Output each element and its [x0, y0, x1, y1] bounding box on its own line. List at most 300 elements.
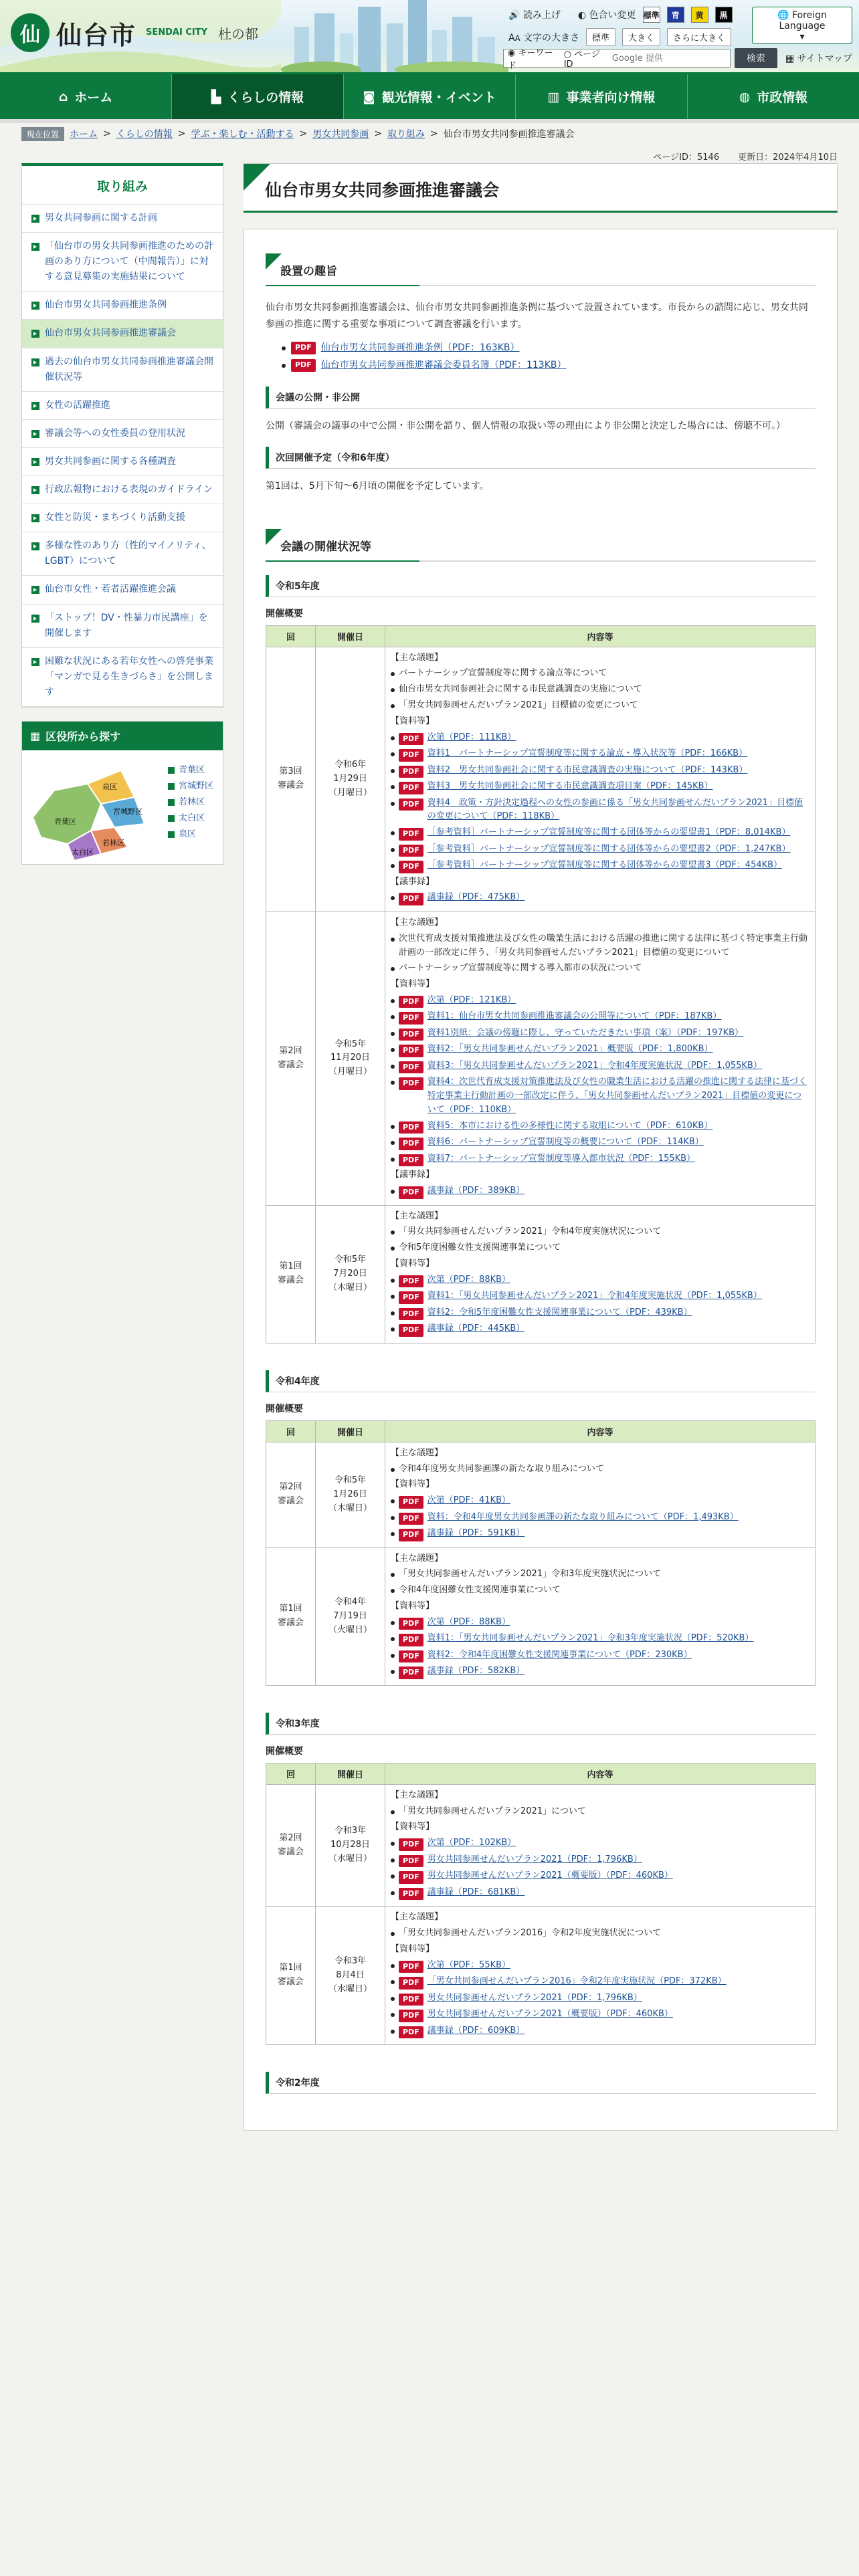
- pageid-radio-label: ページID: [563, 49, 600, 70]
- sidebar-item[interactable]: [22, 392, 223, 420]
- pdf-link[interactable]: ［参考資料］パートナーシップ宣誓制度等に関する団体等からの要望書3（PDF：454KB）: [427, 860, 783, 871]
- list-item: [391, 932, 809, 960]
- meeting-content: [385, 1442, 816, 1547]
- bullet-icon: [391, 831, 395, 835]
- ward-link-label: 太白区: [178, 813, 205, 824]
- breadcrumb-separator: >: [299, 128, 308, 139]
- sitemap-link[interactable]: [785, 51, 852, 65]
- pdf-icon: PDF: [399, 798, 423, 811]
- pdf-link[interactable]: 「男女共同参画せんだいプラン2016」令和2年度実施状況（PDF：372KB）: [427, 1976, 727, 1987]
- pdf-link[interactable]: 議事録（PDF：609KB）: [427, 2025, 525, 2036]
- bullet-icon: [391, 1670, 395, 1674]
- topics-label: 【主な議題】: [391, 1447, 444, 1458]
- col-round-header: 回: [266, 625, 316, 647]
- content-list: [391, 1836, 809, 1900]
- sidebar: [21, 163, 223, 2131]
- bullet-icon: [391, 802, 395, 806]
- bullet-icon: [391, 1810, 395, 1814]
- sidebar-item-label: 多様な性のあり方（性的マイノリティ、LGBT）について: [45, 540, 211, 567]
- nav-citygov[interactable]: [688, 74, 859, 119]
- bullet-icon: [391, 752, 395, 756]
- content-list: [391, 994, 809, 1166]
- list-item: [391, 1584, 809, 1598]
- pdf-link-item: [282, 340, 816, 357]
- content-list: [391, 1494, 809, 1541]
- sidebar-item[interactable]: [22, 348, 223, 392]
- pdf-icon: PDF: [399, 845, 423, 857]
- pdf-link[interactable]: 資料2 男女共同参画社会に関する市民意識調査の実施について（PDF：143KB）: [427, 764, 748, 775]
- pdf-icon: PDF: [399, 1650, 423, 1663]
- nav-tourism-label: 観光情報・イベント: [381, 90, 496, 105]
- topics-label: 【主な議題】: [391, 1553, 444, 1564]
- search-input[interactable]: [612, 53, 726, 64]
- meeting-content: [385, 1784, 816, 1906]
- list-item: [391, 1043, 809, 1057]
- bullet-icon: [391, 967, 395, 971]
- sidebar-item[interactable]: [22, 205, 223, 233]
- meeting-round: 第1回 審議会: [266, 1205, 316, 1343]
- fiscal-year-heading: 令和3年度: [266, 1713, 816, 1735]
- table-row: [266, 647, 816, 911]
- meeting-content: [385, 1907, 816, 2045]
- pdf-icon: PDF: [399, 1045, 423, 1057]
- pdf-link[interactable]: 男女共同参画せんだいプラン2021（PDF：1,796KB）: [427, 1992, 642, 2003]
- table-row: [266, 1907, 816, 2045]
- list-item: [391, 1511, 809, 1525]
- arrow-right-icon: [31, 302, 39, 310]
- meeting-date: 令和5年 7月20日 （木曜日）: [316, 1205, 385, 1343]
- bullet-icon: [391, 1621, 395, 1625]
- page-title: 仙台市男女共同参画推進審議会: [265, 181, 500, 200]
- list-item: [391, 1648, 809, 1663]
- materials-label: 【資料等】: [391, 1822, 435, 1832]
- list-item: [391, 1886, 809, 1901]
- arrow-right-icon: [31, 243, 39, 251]
- sidebar-item-label: 仙台市男女共同参画推進審議会: [45, 328, 176, 339]
- list-item: [391, 962, 809, 976]
- search-box: [503, 48, 731, 71]
- pdf-link[interactable]: 次第（PDF：102KB）: [427, 1838, 516, 1848]
- meeting-date: 令和3年 8月4日 （水曜日）: [316, 1907, 385, 2045]
- sidebar-item-label: 仙台市男女共同参画推進条例: [45, 300, 167, 311]
- pdf-icon: PDF: [399, 1977, 423, 1990]
- list-item: [391, 731, 809, 746]
- arrow-right-icon: [31, 486, 39, 494]
- breadcrumb-link[interactable]: 学ぶ・楽しむ・活動する: [191, 129, 294, 140]
- bullet-icon: [391, 1654, 395, 1658]
- breadcrumb-separator: >: [103, 128, 111, 139]
- topic-text: 「男女共同参画せんだいプラン2021」令和4年度実施状況について: [399, 1226, 662, 1237]
- list-item: [391, 747, 809, 762]
- bullet-icon: [391, 1516, 395, 1520]
- pdf-link-item: [282, 357, 816, 374]
- minutes-label: 【議事録】: [391, 1170, 435, 1180]
- overview-label: 開催概要: [266, 1403, 303, 1414]
- ward-link[interactable]: [168, 794, 213, 811]
- pdf-link[interactable]: 資料1：仙台市男女共同参画推進審議会の公開等について（PDF：187KB）: [427, 1011, 722, 1022]
- pdf-link[interactable]: 資料5：本市における性の多様性に関する取組について（PDF：610KB）: [427, 1120, 713, 1131]
- ward-search-title: [22, 722, 223, 750]
- content-list: [391, 1805, 809, 1819]
- arrow-right-icon: [31, 615, 39, 623]
- pdf-link[interactable]: 次第（PDF：88KB）: [427, 1274, 511, 1285]
- globe-icon: ◍: [739, 89, 751, 104]
- ward-map-illustration: [27, 750, 161, 864]
- pdf-icon: PDF: [399, 1275, 423, 1288]
- bullet-square-icon: [168, 767, 175, 774]
- bullet-icon: [391, 1637, 395, 1641]
- font-large-button[interactable]: 大きく: [622, 28, 660, 46]
- color-change-label: ◐ 色合い変更: [577, 10, 636, 21]
- search-button[interactable]: 検索: [735, 48, 777, 68]
- color-standard-button[interactable]: 標準: [643, 7, 660, 23]
- site-logo[interactable]: [11, 13, 258, 52]
- sidebar-item[interactable]: [22, 504, 223, 532]
- meeting-round: 第3回 審議会: [266, 647, 316, 911]
- bullet-square-icon: [168, 799, 175, 806]
- font-size-label: AA 文字の大きさ: [508, 32, 580, 43]
- topic-text: 令和4年度男女共同参画課の新たな取り組みについて: [399, 1463, 605, 1474]
- sidebar-item[interactable]: [22, 476, 223, 504]
- meeting-content: [385, 911, 816, 1205]
- pdf-link[interactable]: 議事録（PDF：389KB）: [427, 1186, 525, 1196]
- nav-living[interactable]: [172, 74, 344, 119]
- pdf-link[interactable]: 資料1別紙：会議の傍聴に際し、守っていただきたい事項（案）（PDF：197KB）: [427, 1027, 744, 1038]
- pdf-link[interactable]: 仙台市男女共同参画推進審議会委員名簿（PDF：113KB）: [320, 360, 567, 371]
- breadcrumb: [0, 119, 859, 144]
- bullet-icon: [391, 1230, 395, 1235]
- page-body: [21, 163, 838, 2131]
- bullet-icon: [282, 364, 286, 368]
- keyword-radio[interactable]: ◉ キーワード: [507, 48, 553, 71]
- pdf-icon: PDF: [399, 1634, 423, 1646]
- list-item: [391, 1136, 809, 1150]
- topic-text: 次世代育成支援対策推進法及び女性の職業生活における活躍の推進に関する法律に基づく特定事業主行動計画の一部改定に伴う、「男女共同参画せんだいプラン2021」目標値の変更について: [399, 933, 808, 958]
- pdf-link[interactable]: 資料2：「男女共同参画せんだいプラン2021」概要版（PDF：1,800KB）: [427, 1044, 713, 1055]
- pdf-icon: PDF: [399, 2010, 423, 2022]
- pdf-icon: PDF: [399, 1888, 423, 1901]
- nav-business[interactable]: [516, 74, 688, 119]
- list-item: [391, 1992, 809, 2006]
- pdf-link[interactable]: 男女共同参画せんだいプラン2021（概要版）（PDF：460KB）: [427, 1870, 673, 1881]
- pdf-link[interactable]: 男女共同参画せんだいプラン2021（PDF：1,796KB）: [427, 1854, 642, 1864]
- meeting-table: [266, 1420, 816, 1686]
- pdf-link[interactable]: 資料7：パートナーシップ宣誓制度等導入都市状況（PDF：155KB）: [427, 1153, 696, 1164]
- pdf-icon: PDF: [399, 1994, 423, 2006]
- house-icon: ▙: [211, 89, 221, 104]
- ward-link-label: 泉区: [178, 829, 196, 840]
- col-content-header: 内容等: [385, 1420, 816, 1442]
- sidebar-item[interactable]: [22, 233, 223, 292]
- breadcrumb-link[interactable]: ホーム: [70, 129, 98, 140]
- list-item: [391, 1616, 809, 1630]
- section-text: 第1回は、5月下旬～6月頃の開催を予定しています。: [266, 481, 489, 492]
- pdf-link[interactable]: 次第（PDF：121KB）: [427, 994, 516, 1005]
- arrow-right-icon: [31, 215, 39, 223]
- sidebar-item-label: 仙台市女性・若者活躍推進会議: [45, 584, 176, 595]
- section-heading: 会議の開催状況等: [266, 529, 816, 562]
- ward-link[interactable]: [168, 811, 213, 827]
- meeting-round: 第2回 審議会: [266, 911, 316, 1205]
- pdf-icon: PDF: [399, 1667, 423, 1679]
- arrow-right-icon: [31, 430, 39, 438]
- pdf-link[interactable]: ［参考資料］パートナーシップ宣誓制度等に関する団体等からの要望書2（PDF：1,247KB）: [427, 843, 791, 854]
- list-item: [391, 1273, 809, 1288]
- meeting-table: [266, 1763, 816, 2045]
- meeting-content: [385, 1205, 816, 1343]
- pdf-link[interactable]: 資料3 男女共同参画社会に関する市民意識調査項目案（PDF：145KB）: [427, 781, 713, 792]
- pdf-link[interactable]: 議事録（PDF：681KB）: [427, 1887, 525, 1897]
- sidebar-item-label: 過去の仙台市男女共同参画推進審議会開催状況等: [45, 356, 213, 383]
- pdf-icon: PDF: [399, 1618, 423, 1630]
- bullet-icon: [391, 2030, 395, 2034]
- nav-tourism[interactable]: [344, 74, 516, 119]
- topic-text: 「男女共同参画せんだいプラン2021」について: [399, 1806, 586, 1816]
- section-text: 公開（審議会の議事の中で公開・非公開を諮り、個人情報の取扱い等の理由により非公開と決定した場合には、傍聴不可。）: [266, 421, 785, 432]
- breadcrumb-current: 仙台市男女共同参画推進審議会: [443, 129, 575, 140]
- pdf-icon: PDF: [399, 861, 423, 873]
- bullet-icon: [391, 769, 395, 773]
- pdf-icon: PDF: [399, 1871, 423, 1884]
- pdf-icon: PDF: [399, 996, 423, 1008]
- bullet-icon: [391, 1295, 395, 1299]
- bullet-icon: [391, 896, 395, 900]
- font-standard-button[interactable]: 標準: [586, 28, 615, 46]
- col-content-header: 内容等: [385, 1763, 816, 1784]
- pdf-link[interactable]: 次第（PDF：88KB）: [427, 1616, 511, 1627]
- breadcrumb-link[interactable]: くらしの情報: [116, 129, 173, 140]
- arrow-right-icon: [31, 586, 39, 594]
- sidebar-list: [22, 205, 223, 707]
- list-item: [391, 1463, 809, 1477]
- arrow-right-icon: [31, 658, 39, 666]
- nav-home[interactable]: [0, 74, 172, 119]
- list-item: [391, 994, 809, 1008]
- meeting-date: 令和5年 1月26日 （木曜日）: [316, 1442, 385, 1547]
- list-item: [391, 1027, 809, 1041]
- pdf-icon: PDF: [399, 1186, 423, 1199]
- pdf-icon: PDF: [399, 782, 423, 794]
- pdf-link[interactable]: 議事録（PDF：445KB）: [427, 1323, 525, 1334]
- bullet-icon: [391, 1125, 395, 1129]
- bullet-icon: [391, 1468, 395, 1472]
- pdf-link[interactable]: 議事録（PDF：582KB）: [427, 1666, 525, 1677]
- read-aloud-label: 読み上げ: [522, 10, 561, 21]
- sidebar-item[interactable]: [22, 292, 223, 320]
- arrow-right-icon: [31, 514, 39, 522]
- bullet-icon: [391, 704, 395, 708]
- table-row: [266, 1442, 816, 1547]
- sidebar-item-label: 男女共同参画に関する計画: [45, 213, 157, 223]
- font-size-text: 文字の大きさ: [523, 32, 580, 43]
- pdf-icon: PDF: [399, 733, 423, 746]
- pdf-icon: PDF: [399, 1291, 423, 1304]
- pdf-link[interactable]: 次第（PDF：55KB）: [427, 1959, 511, 1970]
- sidebar-item-label: 女性と防災・まちづくり活動支援: [45, 512, 185, 524]
- pdf-link-list: [282, 340, 816, 374]
- pdf-icon: PDF: [399, 2026, 423, 2039]
- breadcrumb-separator: >: [430, 128, 438, 139]
- topics-label: 【主な議題】: [391, 1912, 444, 1923]
- list-item: [391, 1527, 809, 1541]
- color-blue-button[interactable]: 青: [667, 7, 684, 23]
- pdf-link[interactable]: 資料3：「男女共同参画せんだいプラン2021」令和4年度実施状況（PDF：1,055KB）: [427, 1060, 762, 1071]
- breadcrumb-separator: >: [177, 128, 186, 139]
- ward-map-label: 若林区: [102, 838, 124, 847]
- ward-link[interactable]: [168, 778, 213, 794]
- color-change-text: 色合い変更: [589, 10, 636, 21]
- list-item: [391, 1322, 809, 1337]
- sitemap-label: サイトマップ: [797, 53, 852, 64]
- pdf-link[interactable]: 資料6：パートナーシップ宣誓制度等の概要について（PDF：114KB）: [427, 1137, 704, 1148]
- materials-label: 【資料等】: [391, 1479, 435, 1490]
- bullet-icon: [391, 672, 395, 676]
- content-list: [391, 1273, 809, 1337]
- subsection-heading: 会議の公開・非公開: [266, 387, 816, 409]
- breadcrumb-link[interactable]: 取り組み: [387, 129, 425, 140]
- bullet-icon: [391, 999, 395, 1003]
- main-content: [244, 163, 838, 2131]
- list-item: [391, 683, 809, 697]
- bullet-square-icon: [168, 831, 175, 838]
- content-list: [391, 932, 809, 976]
- pdf-icon: PDF: [399, 1529, 423, 1541]
- col-content-header: 内容等: [385, 625, 816, 647]
- list-item: [391, 891, 809, 905]
- meeting-round: 第1回 審議会: [266, 1907, 316, 2045]
- pageid-radio[interactable]: ○ ページID: [563, 49, 600, 70]
- pdf-icon: PDF: [291, 359, 316, 372]
- sidebar-item[interactable]: [22, 532, 223, 576]
- list-item: [391, 1306, 809, 1321]
- col-date-header: 開催日: [316, 1763, 385, 1784]
- building-icon: ▥: [547, 89, 560, 104]
- pdf-link[interactable]: 仙台市男女共同参画推進条例（PDF：163KB）: [320, 342, 520, 354]
- bullet-icon: [391, 1499, 395, 1503]
- list-item: [391, 1805, 809, 1819]
- pdf-link[interactable]: 次第（PDF：111KB）: [427, 732, 516, 742]
- sidebar-item-label: 女性の活躍推進: [45, 399, 110, 411]
- topics-label: 【主な議題】: [391, 1210, 444, 1221]
- breadcrumb-link[interactable]: 男女共同参画: [312, 129, 369, 140]
- pdf-icon: PDF: [291, 342, 316, 354]
- pdf-link[interactable]: 資料4 政策・方針決定過程への女性の参画に係る「男女共同参画せんだいプラン2021」目標値の変更について（PDF：118KB）: [427, 797, 803, 822]
- pdf-link[interactable]: 議事録（PDF：475KB）: [427, 892, 525, 903]
- list-item: [391, 2008, 809, 2022]
- color-black-button[interactable]: 黒: [715, 7, 733, 23]
- bullet-icon: [391, 938, 395, 942]
- sidebar-item[interactable]: [22, 420, 223, 448]
- ward-list: [168, 762, 213, 843]
- list-item: [391, 1059, 809, 1074]
- font-larger-button[interactable]: さらに大きく: [667, 28, 731, 46]
- color-yellow-button[interactable]: 黄: [691, 7, 708, 23]
- foreign-language-label: Foreign Language: [779, 10, 827, 31]
- list-item: [391, 1184, 809, 1199]
- pdf-link[interactable]: 男女共同参画せんだいプラン2021（概要版）（PDF：460KB）: [427, 2009, 673, 2020]
- list-item: [391, 1853, 809, 1868]
- pdf-icon: PDF: [399, 1324, 423, 1337]
- topics-label: 【主な議題】: [391, 1790, 444, 1800]
- sidebar-item[interactable]: [22, 320, 223, 348]
- pdf-link[interactable]: 資料1 パートナーシップ宣誓制度等に関する論点・導入状況等（PDF：166KB）: [427, 748, 748, 759]
- sidebar-item[interactable]: [22, 648, 223, 707]
- pdf-icon: PDF: [399, 828, 423, 841]
- subsection-heading: 次回開催予定（令和6年度）: [266, 447, 816, 469]
- col-round-header: 回: [266, 1763, 316, 1784]
- list-item: [391, 826, 809, 841]
- arrow-right-icon: [31, 402, 39, 410]
- ward-map-label: 太白区: [72, 847, 94, 857]
- list-item: [391, 859, 809, 873]
- pdf-icon: PDF: [399, 1513, 423, 1525]
- table-row: [266, 1784, 816, 1906]
- materials-label: 【資料等】: [391, 716, 435, 726]
- content-list: [391, 1463, 809, 1477]
- breadcrumb-label: 現在位置: [21, 127, 64, 141]
- bullet-icon: [391, 1980, 395, 1984]
- pdf-link[interactable]: 議事録（PDF：591KB）: [427, 1528, 525, 1539]
- page-meta: [653, 150, 838, 163]
- list-item: [391, 1010, 809, 1025]
- pdf-icon: PDF: [399, 1138, 423, 1150]
- col-date-header: 開催日: [316, 1420, 385, 1442]
- bullet-icon: [282, 346, 286, 350]
- table-row: [266, 1547, 816, 1685]
- content-list: [391, 667, 809, 712]
- pdf-icon: PDF: [399, 1961, 423, 1973]
- bullet-icon: [391, 1532, 395, 1536]
- pdf-link[interactable]: 資料：令和4年度男女共同参画課の新たな取り組みについて（PDF：1,493KB）: [427, 1511, 739, 1522]
- pdf-link[interactable]: 資料2：令和5年度困難女性支援関連事業について（PDF：439KB）: [427, 1307, 692, 1317]
- pdf-link[interactable]: 資料4：次世代育成支援対策推進法及び女性の職業生活における活躍の推進に関する法律に基づく特定事業主行動計画の一部改定に伴う、「男女共同参画せんだいプラン2021」目標値の変更について（PDF：110KB）: [427, 1077, 807, 1115]
- nav-citygov-label: 市政情報: [757, 90, 808, 105]
- sidebar-item[interactable]: [22, 448, 223, 476]
- pdf-link[interactable]: 次第（PDF：41KB）: [427, 1495, 511, 1506]
- bullet-icon: [391, 1081, 395, 1085]
- foreign-language-button[interactable]: [752, 7, 852, 44]
- pdf-link[interactable]: 資料1：「男女共同参画せんだいプラン2021」令和4年度実施状況（PDF：1,055KB）: [427, 1291, 762, 1301]
- pdf-link[interactable]: ［参考資料］パートナーシップ宣誓制度等に関する団体等からの要望書1（PDF：8,014KB）: [427, 827, 791, 838]
- read-aloud-button[interactable]: 🔊 読み上げ: [508, 10, 561, 21]
- sidebar-item[interactable]: [22, 576, 223, 604]
- list-item: [391, 843, 809, 857]
- meeting-table: [266, 625, 816, 1344]
- sidebar-item-label: 「ストップ！DV・性暴力市民講座」を開催します: [45, 612, 208, 639]
- materials-label: 【資料等】: [391, 979, 435, 990]
- section-heading: 設置の趣旨: [266, 253, 816, 286]
- sidebar-item-label: 「仙台市の男女共同参画推進のための計画のあり方について（中間報告）」に対する意見募集の実施結果について: [45, 241, 213, 283]
- pdf-icon: PDF: [399, 1308, 423, 1321]
- ward-link[interactable]: [168, 762, 213, 778]
- ward-link-label: 青葉区: [178, 764, 205, 775]
- bullet-icon: [391, 1247, 395, 1251]
- ward-link[interactable]: [168, 827, 213, 843]
- meeting-content: [385, 1547, 816, 1685]
- pdf-link[interactable]: 資料1：「男女共同参画せんだいプラン2021」令和3年度実施状況（PDF：520KB）: [427, 1633, 754, 1644]
- sidebar-item[interactable]: [22, 605, 223, 648]
- materials-label: 【資料等】: [391, 1601, 435, 1612]
- nav-business-label: 事業者向け情報: [566, 90, 656, 105]
- pdf-link[interactable]: 資料2：令和4年度困難女性支援関連事業について（PDF：230KB）: [427, 1649, 692, 1660]
- sitemap-icon: ▦: [785, 53, 795, 64]
- ward-map-label: 青葉区: [54, 817, 76, 826]
- ward-search: [21, 721, 223, 865]
- bullet-icon: [391, 848, 395, 852]
- meeting-date: 令和5年 11月20日 （月曜日）: [316, 911, 385, 1205]
- arrow-right-icon: [31, 358, 39, 366]
- section-text: 仙台市男女共同参画推進審議会は、仙台市男女共同参画推進条例に基づいて設置されています。市長からの諮問に応じ、男女共同参画の推進に関する重要な事項について調査審議を行います。: [266, 302, 808, 330]
